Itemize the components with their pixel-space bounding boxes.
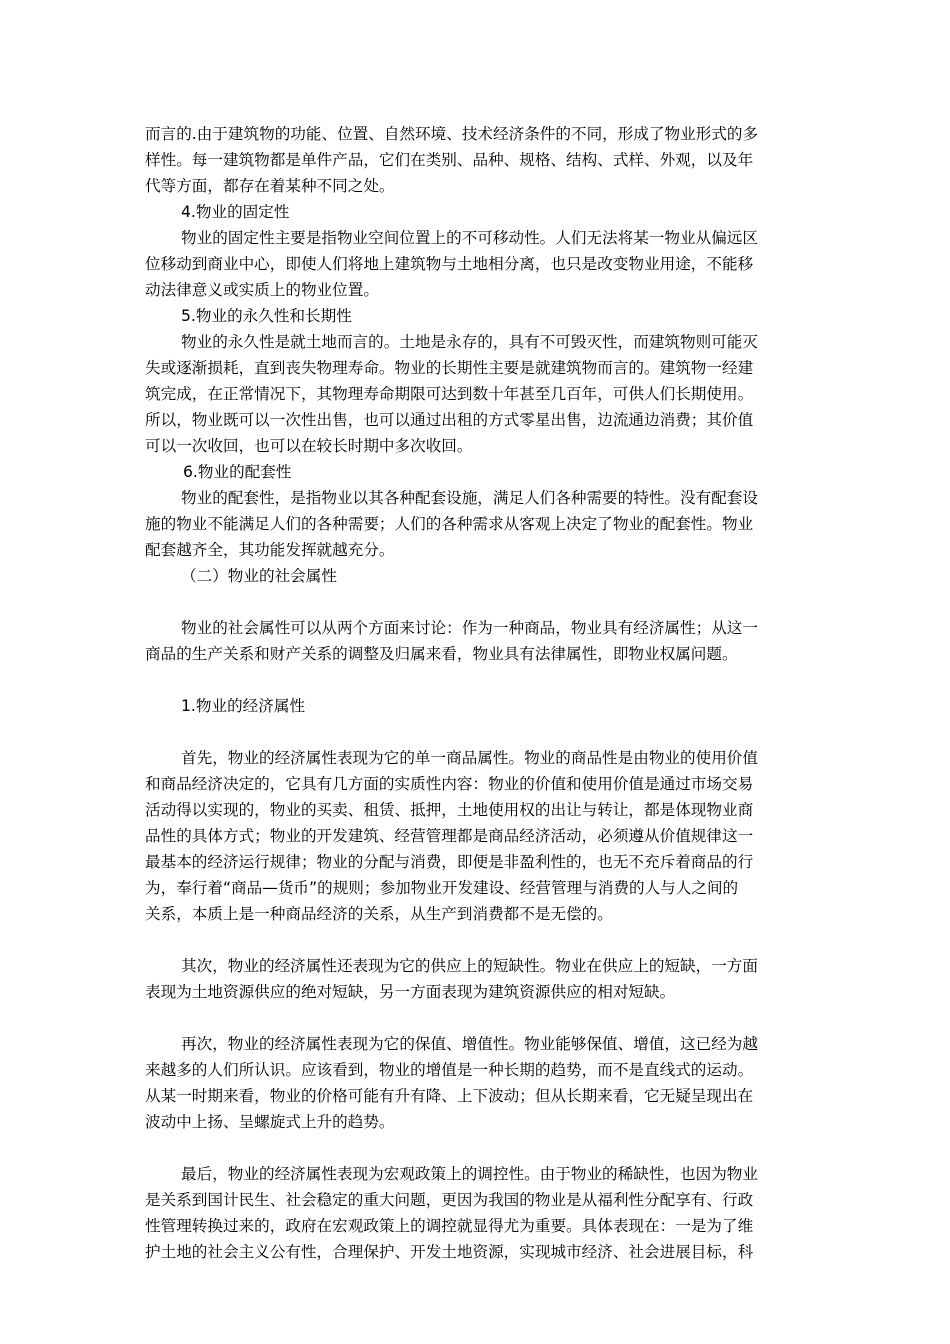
text-line: 最后，物业的经济属性表现为宏观政策上的调控性。由于物业的稀缺性，也因为物业	[181, 1165, 758, 1183]
paragraph-second	[145, 953, 810, 1005]
text-line: 首先，物业的经济属性表现为它的单一商品属性。物业的商品性是由物业的使用价值	[181, 749, 758, 767]
text-line: 是关系到国计民生、社会稳定的重大问题，更因为我国的物业是从福利性分配享有、行政	[145, 1191, 754, 1209]
text-line: 活动得以实现的，物业的买卖、租赁、抵押，土地使用权的出让与转让，都是体现物业商	[145, 801, 754, 819]
paragraph-social	[145, 615, 810, 667]
heading-economic: 1.物业的经济属性	[181, 697, 306, 715]
text-line: 物业的永久性是就土地而言的。土地是永存的，具有不可毁灭性，而建筑物则可能灭	[181, 333, 758, 351]
document-body	[145, 121, 810, 1265]
heading-permanence: 5.物业的永久性和长期性	[181, 307, 352, 325]
text-line: 关系，本质上是一种商品经济的关系，从生产到消费都不是无偿的。	[145, 905, 613, 923]
text-line: 再次，物业的经济属性表现为它的保值、增值性。物业能够保值、增值，这已经为越	[181, 1035, 758, 1053]
paragraph-permanence	[145, 329, 810, 459]
text-line: 代等方面，都存在着某种不同之处。	[145, 177, 395, 195]
text-line: 施的物业不能满足人们的各种需要；人们的各种需求从客观上决定了物业的配套性。物业	[145, 515, 754, 533]
paragraph-fixity	[145, 225, 810, 303]
text-line: 波动中上扬、呈螺旋式上升的趋势。	[145, 1113, 395, 1131]
heading-complement: 6.物业的配套性	[183, 463, 292, 481]
heading-fixity: 4.物业的固定性	[181, 203, 290, 221]
text-line: 所以，物业既可以一次性出售，也可以通过出租的方式零星出售，边流通边消费；其价值	[145, 411, 754, 429]
text-line: 位移动到商业中心，即使人们将地上建筑物与土地相分离，也只是改变物业用途，不能移	[145, 255, 754, 273]
text-line: 失或逐渐损耗，直到丧失物理寿命。物业的长期性主要是就建筑物而言的。建筑物一经建	[145, 359, 754, 377]
text-line: 物业的社会属性可以从两个方面来讨论：作为一种商品，物业具有经济属性；从这一	[181, 619, 758, 637]
text-line: 而言的.由于建筑物的功能、位置、自然环境、技术经济条件的不同，形成了物业形式的多	[145, 125, 759, 143]
text-line: 品性的具体方式；物业的开发建筑、经营管理都是商品经济活动，必须遵从价值规律这一	[145, 827, 754, 845]
text-line: 性管理转换过来的，政府在宏观政策上的调控就显得尤为重要。具体表现在：一是为了维	[145, 1217, 754, 1235]
text-line: 商品的生产关系和财产关系的调整及归属来看，物业具有法律属性，即物业权属问题。	[145, 645, 738, 663]
text-line: 可以一次收回，也可以在较长时期中多次收回。	[145, 437, 473, 455]
text-line: 样性。每一建筑物都是单件产品，它们在类别、品种、规格、结构、式样、外观，以及年	[145, 151, 754, 169]
text-line: 为，奉行着“商品—货币”的规则；参加物业开发建设、经营管理与消费的人与人之间的	[145, 879, 739, 897]
paragraph-third	[145, 1031, 810, 1135]
paragraph-last	[145, 1161, 810, 1265]
section-heading-social: （二）物业的社会属性	[181, 567, 337, 585]
text-line: 物业的配套性，是指物业以其各种配套设施，满足人们各种需要的特性。没有配套设	[181, 489, 758, 507]
text-line: 最基本的经济运行规律；物业的分配与消费，即便是非盈利性的，也无不充斥着商品的行	[145, 853, 754, 871]
text-line: 来越多的人们所认识。应该看到，物业的增值是一种长期的趋势，而不是直线式的运动。	[145, 1061, 754, 1079]
text-line: 其次，物业的经济属性还表现为它的供应上的短缺性。物业在供应上的短缺，一方面	[181, 957, 758, 975]
text-line: 护土地的社会主义公有性，合理保护、开发土地资源，实现城市经济、社会进展目标，科	[145, 1243, 754, 1261]
paragraph-complement	[145, 485, 810, 563]
paragraph-first	[145, 745, 810, 927]
text-line: 和商品经济决定的，它具有几方面的实质性内容：物业的价值和使用价值是通过市场交易	[145, 775, 754, 793]
text-line: 筑完成，在正常情况下，其物理寿命期限可达到数十年甚至几百年，可供人们长期使用。	[145, 385, 754, 403]
text-line: 从某一时期来看，物业的价格可能有升有降、上下波动；但从长期来看，它无疑呈现出在	[145, 1087, 754, 1105]
text-line: 动法律意义或实质上的物业位置。	[145, 281, 379, 299]
text-line: 物业的固定性主要是指物业空间位置上的不可移动性。人们无法将某一物业从偏远区	[181, 229, 758, 247]
paragraph-intro	[145, 121, 810, 199]
text-line: 配套越齐全，其功能发挥就越充分。	[145, 541, 395, 559]
text-line: 表现为土地资源供应的绝对短缺，另一方面表现为建筑资源供应的相对短缺。	[145, 983, 676, 1001]
